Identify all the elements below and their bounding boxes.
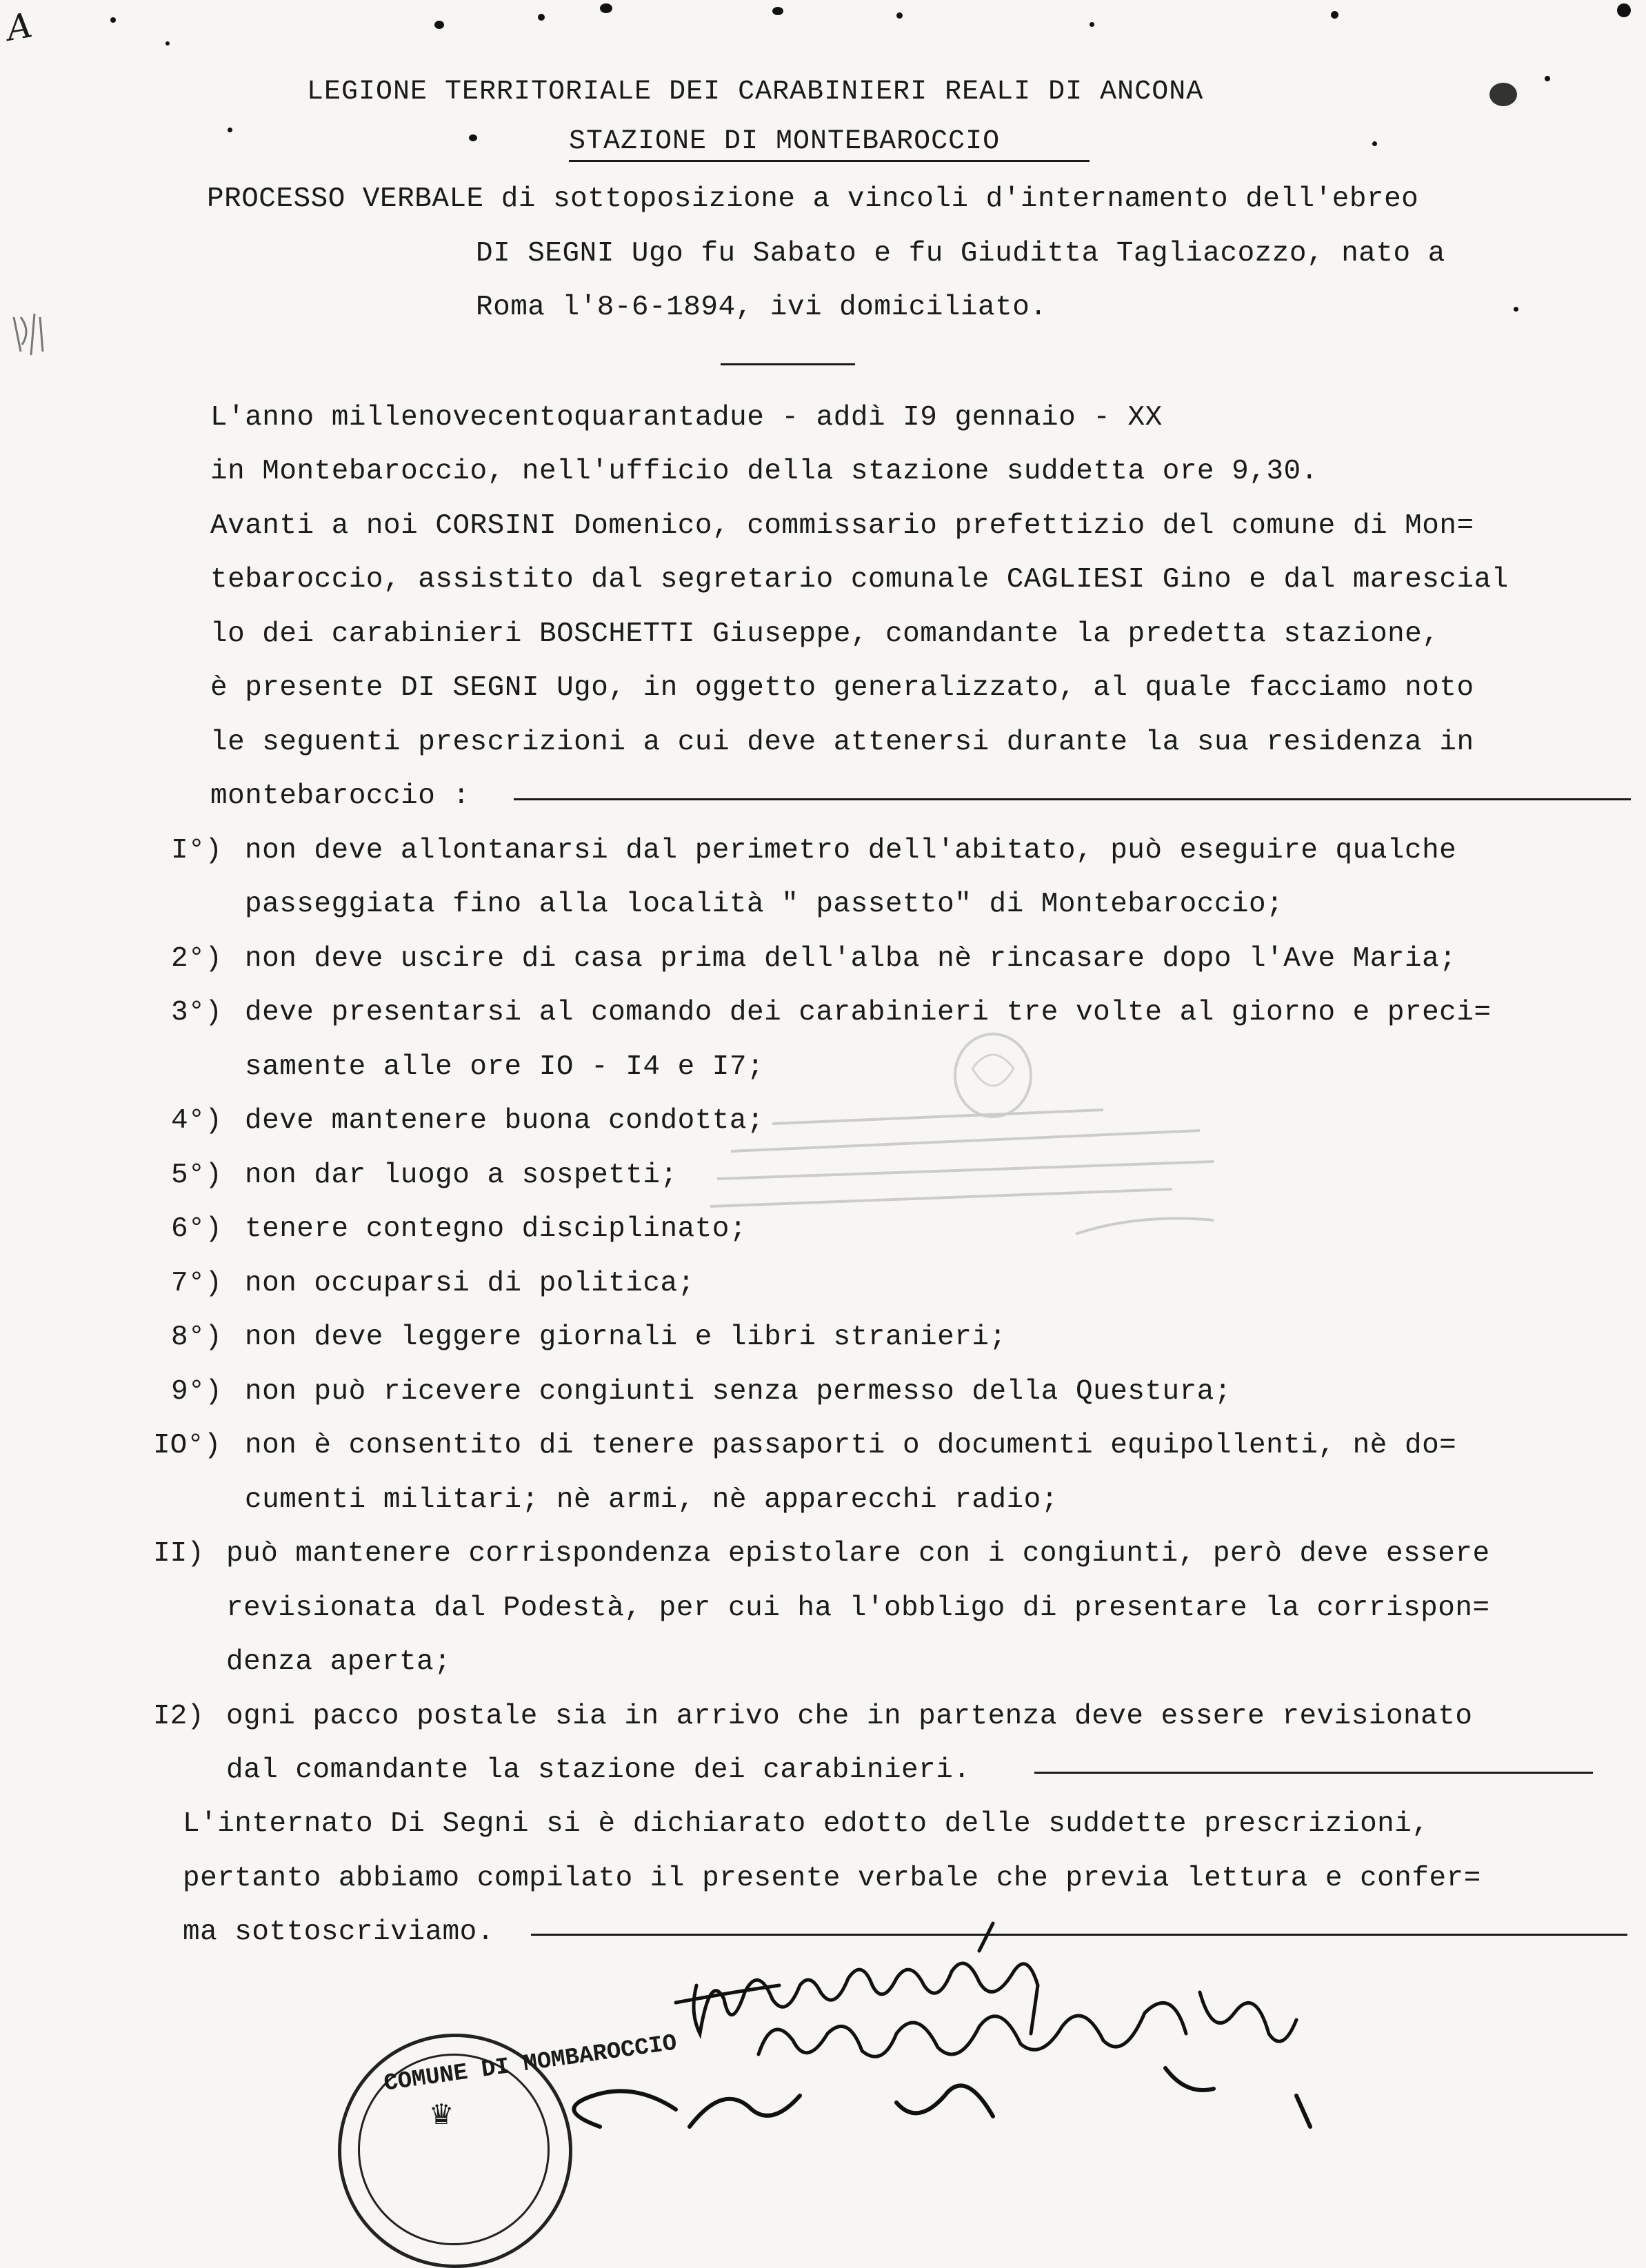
rule-number: I2) (153, 1701, 204, 1732)
stamp-text: COMUNE DI MOMBAROCCIO (382, 2030, 679, 2098)
intro-fill-line (514, 798, 1631, 800)
closing-line-1: L'internato Di Segni si è dichiarato edotto delle suddette prescrizioni, (183, 1808, 1429, 1840)
rule-text: non deve leggere giornali e libri stranieri; (245, 1322, 1007, 1353)
rule-text: non deve uscire di casa prima dell'alba nè rincasare dopo l'Ave Maria; (245, 943, 1457, 975)
header-station: STAZIONE DI MONTEBAROCCIO (569, 126, 1001, 157)
intro-line-3: Avanti a noi CORSINI Domenico, commissario prefettizio del comune di Mon= (210, 510, 1474, 542)
rule-number: 5°) (171, 1160, 222, 1191)
subject-line-1: PROCESSO VERBALE di sottoposizione a vincoli d'internamento dell'ebreo (207, 183, 1419, 215)
rule-number: 2°) (171, 943, 222, 975)
intro-line-2: in Montebaroccio, nell'ufficio della stazione suddetta ore 9,30. (210, 456, 1318, 487)
rule-text: non occuparsi di politica; (245, 1268, 695, 1299)
rule-text: revisionata dal Podestà, per cui ha l'obbligo di presentare la corrispon= (226, 1592, 1490, 1624)
rule-text: deve mantenere buona condotta; (245, 1105, 765, 1137)
municipal-stamp (338, 2030, 679, 2268)
rule-text: deve presentarsi al comando dei carabinieri tre volte al giorno e preci= (245, 997, 1492, 1029)
subject-separator (721, 363, 855, 365)
rule-text: può mantenere corrispondenza epistolare con i congiunti, però deve essere (226, 1538, 1490, 1570)
faint-stamp-lines (690, 1103, 1310, 1255)
rule-number: 9°) (171, 1376, 222, 1408)
crown-icon: ♛ (431, 2096, 452, 2135)
intro-line-6: è presente DI SEGNI Ugo, in oggetto generalizzato, al quale facciamo noto (210, 672, 1474, 704)
rule-number: 6°) (171, 1213, 222, 1245)
rule-text: ogni pacco postale sia in arrivo che in partenza deve essere revisionato (226, 1701, 1473, 1732)
margin-pencil-mark (0, 303, 55, 365)
rule-number: II) (153, 1538, 204, 1570)
rule-number: 8°) (171, 1322, 222, 1353)
closing-line-3: ma sottoscriviamo. (183, 1916, 494, 1948)
rule-text: non è consentito di tenere passaporti o documenti equipollenti, nè do= (245, 1430, 1457, 1461)
intro-line-5: lo dei carabinieri BOSCHETTI Giuseppe, comandante la predetta stazione, (210, 618, 1440, 650)
header-station-underline (569, 160, 1090, 162)
subject-line-3: Roma l'8-6-1894, ivi domiciliato. (476, 292, 1047, 323)
rule-text: dal comandante la stazione dei carabinieri. (226, 1754, 971, 1786)
intro-line-8: montebaroccio : (210, 780, 470, 812)
closing-line-2: pertanto abbiamo compilato il presente verbale che previa lettura e confer= (183, 1863, 1481, 1894)
rule-number: 4°) (171, 1105, 222, 1137)
rule-text: non può ricevere congiunti senza permesso della Questura; (245, 1376, 1232, 1408)
rule-number: I°) (171, 835, 222, 867)
closing-fill-line (531, 1934, 1627, 1936)
rule-fill-line (1034, 1772, 1593, 1774)
corner-mark: A (3, 5, 35, 49)
intro-line-1: L'anno millenovecentoquarantadue - addì I9 gennaio - XX (210, 402, 1163, 434)
rule-number: 3°) (171, 997, 222, 1029)
rule-number: IO°) (153, 1430, 221, 1461)
rule-text: samente alle ore IO - I4 e I7; (245, 1051, 765, 1083)
rule-text: tenere contegno disciplinato; (245, 1213, 747, 1245)
rule-text: passeggiata fino alla località " passetto" di Montebaroccio; (245, 889, 1284, 920)
rule-text: non dar luogo a sospetti; (245, 1160, 678, 1191)
rule-number: 7°) (171, 1268, 222, 1299)
intro-line-4: tebaroccio, assistito dal segretario comunale CAGLIESI Gino e dal marescial (210, 564, 1509, 596)
rule-text: denza aperta; (226, 1646, 452, 1678)
rule-text: non deve allontanarsi dal perimetro dell'abitato, può eseguire qualche (245, 835, 1457, 867)
intro-line-7: le seguenti prescrizioni a cui deve attenersi durante la sua residenza in (210, 727, 1474, 758)
subject-line-2: DI SEGNI Ugo fu Sabato e fu Giuditta Tagliacozzo, nato a (476, 238, 1445, 270)
rule-text: cumenti militari; nè armi, nè apparecchi radio; (245, 1484, 1058, 1516)
header-legion: LEGIONE TERRITORIALE DEI CARABINIERI REALI DI ANCONA (307, 77, 1204, 108)
